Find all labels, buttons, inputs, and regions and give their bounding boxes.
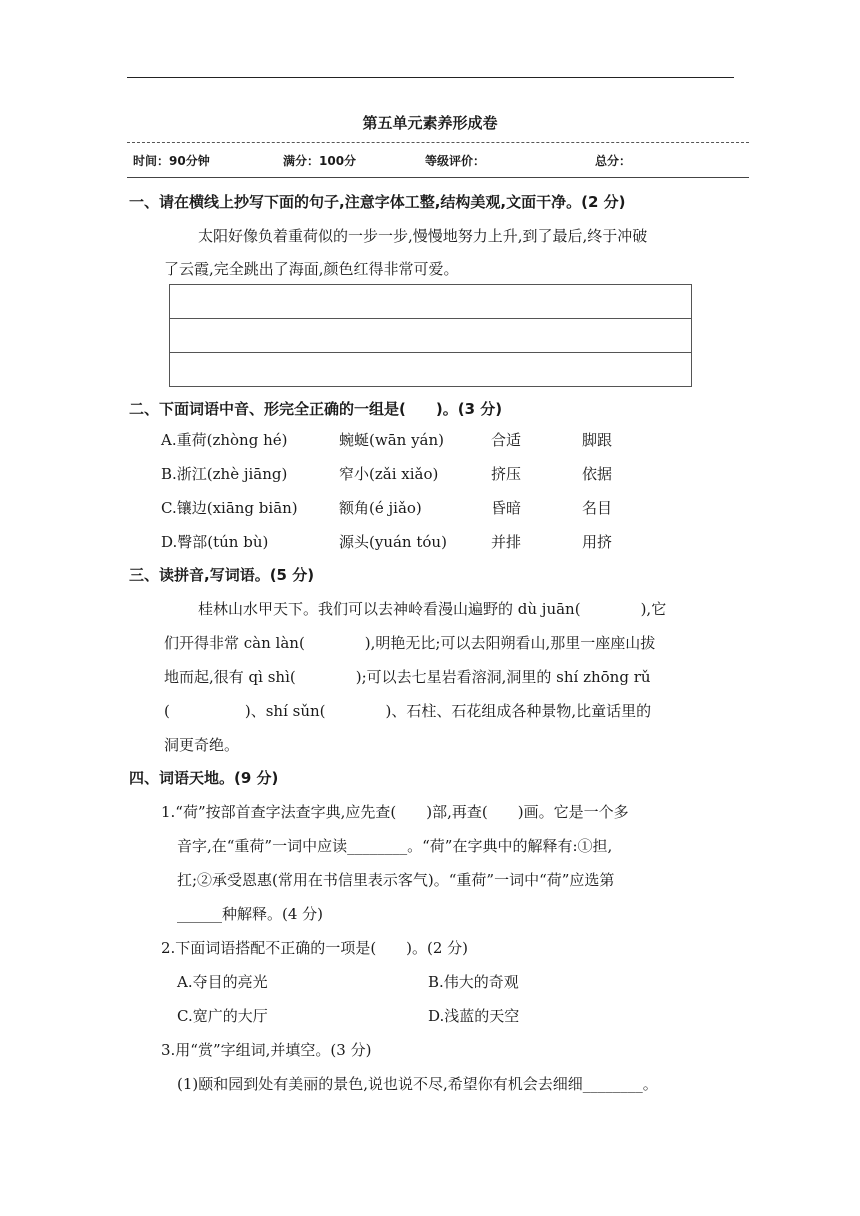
q2-option-c-word3: 昏暗 — [491, 499, 522, 517]
q3-heading: 三、读拼音,写词语。(5 分) — [129, 566, 315, 584]
q2-option-d-word2: 源头(yuán tóu) — [339, 533, 447, 551]
q4-item3-heading: 3.用“赏”字组词,并填空。(3 分) — [161, 1041, 372, 1059]
q2-option-b-word2: 窄小(zǎi xiǎo) — [339, 465, 439, 483]
q4-item2-option-a: A.夺目的亮光 — [177, 973, 268, 991]
meta-grade: 等级评价： — [425, 154, 486, 168]
meta-time: 时间：90分钟 — [133, 154, 210, 168]
q2-option-c-word2: 额角(é jiǎo) — [339, 499, 422, 517]
q3-paragraph-line2: 们开得非常 càn làn( ),明艳无比;可以去阳朔看山,那里一座座山拔 — [164, 634, 656, 652]
q2-option-a-word2: 蜿蜒(wān yán) — [339, 431, 444, 449]
q2-option-c-word1: C.镶边(xiāng biān) — [161, 499, 298, 517]
page-title: 第五单元素养形成卷 — [362, 114, 498, 132]
q4-item1-line4: ______种解释。(4 分) — [177, 905, 324, 923]
q2-option-b-word3: 挤压 — [491, 465, 522, 483]
q3-paragraph-line5: 洞更奇绝。 — [164, 736, 240, 754]
q1-sentence-line1: 太阳好像负着重荷似的一步一步,慢慢地努力上升,到了最后,终于冲破 — [198, 227, 648, 245]
q2-option-d-word4: 用挤 — [582, 533, 613, 551]
q3-paragraph-line3: 地而起,很有 qì shì( );可以去七星岩看溶洞,洞里的 shí zhōng rǔ — [164, 668, 651, 686]
q2-option-b-word4: 依据 — [582, 465, 613, 483]
meta-total: 总分： — [595, 154, 632, 168]
header-solid-rule — [127, 177, 749, 178]
q2-option-c-word4: 名目 — [582, 499, 613, 517]
q4-item2-heading: 2.下面词语搭配不正确的一项是( )。(2 分) — [161, 939, 469, 957]
q3-paragraph-line1: 桂林山水甲天下。我们可以去神岭看漫山遍野的 dù juān( ),它 — [198, 600, 667, 618]
q4-item3-sub1: (1)颐和园到处有美丽的景色,说也说不尽,希望你有机会去细细________。 — [177, 1075, 658, 1093]
q2-option-d-word1: D.臀部(tún bù) — [161, 533, 269, 551]
q1-heading: 一、请在横线上抄写下面的句子,注意字体工整,结构美观,文面干净。(2 分) — [129, 193, 626, 211]
q4-item1-line3: 扛;②承受恩惠(常用在书信里表示客气)。“重荷”一词中“荷”应选第 — [177, 871, 615, 889]
top-rule — [127, 77, 734, 78]
writing-line — [170, 352, 691, 353]
q2-heading: 二、下面词语中音、形完全正确的一组是( )。(3 分) — [129, 400, 503, 418]
q4-item2-option-d: D.浅蓝的天空 — [428, 1007, 520, 1025]
q4-item1-line2: 音字,在“重荷”一词中应读________。“荷”在字典中的解释有:①担, — [177, 837, 613, 855]
q2-option-d-word3: 并排 — [491, 533, 522, 551]
q2-option-b-word1: B.浙江(zhè jiāng) — [161, 465, 288, 483]
q3-paragraph-line4: ( )、shí sǔn( )、石柱、石花组成各种景物,比童话里的 — [164, 702, 652, 720]
writing-line — [170, 318, 691, 319]
meta-full-score: 满分：100分 — [283, 154, 357, 168]
q1-sentence-line2: 了云霞,完全跳出了海面,颜色红得非常可爱。 — [164, 260, 459, 278]
q4-heading: 四、词语天地。(9 分) — [129, 769, 279, 787]
q2-option-a-word1: A.重荷(zhòng hé) — [161, 431, 288, 449]
q2-option-a-word4: 脚跟 — [582, 431, 613, 449]
q4-item2-option-b: B.伟大的奇观 — [428, 973, 519, 991]
header-dashed-rule — [127, 142, 749, 143]
q4-item1-line1: 1.“荷”按部首查字法查字典,应先查( )部,再查( )画。它是一个多 — [161, 803, 629, 821]
q4-item2-option-c: C.宽广的大厅 — [177, 1007, 268, 1025]
q2-option-a-word3: 合适 — [491, 431, 522, 449]
q1-writing-box[interactable] — [169, 284, 692, 387]
